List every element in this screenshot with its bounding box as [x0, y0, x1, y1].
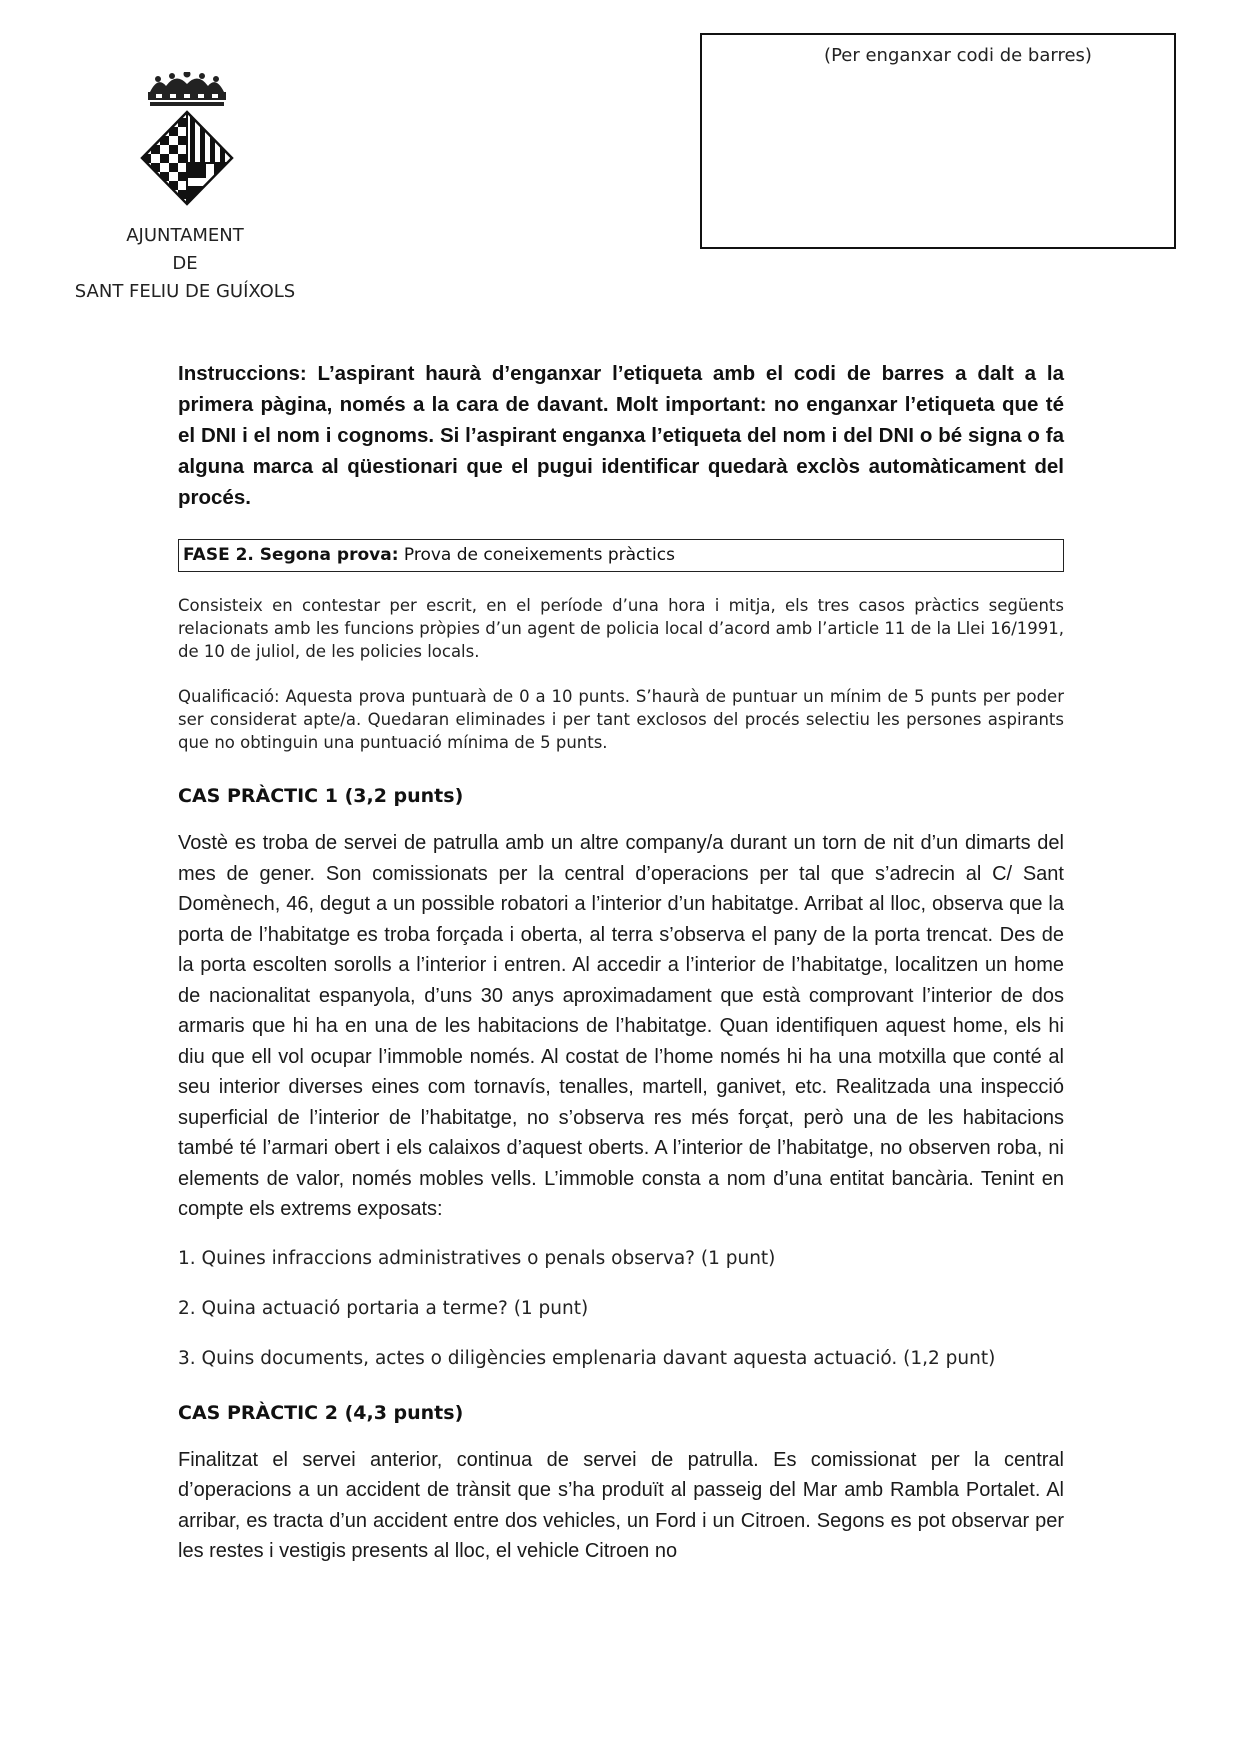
qualification-paragraph: Qualificació: Aquesta prova puntuarà de 0 a 10 punts. S’haurà de puntuar un mínim de 5 punts per poder ser considerat apte/a. Quedaran eliminades i per tant exclosos del procés selectiu les persones aspirants que no obtinguin una puntuació mínima de 5 punts.	[178, 687, 1064, 752]
case1-question: 2. Quina actuació portaria a terme? (1 punt)	[178, 1297, 589, 1319]
case1-title: CAS PRÀCTIC 1 (3,2 punts)	[178, 785, 464, 807]
phase-label: FASE 2. Segona prova:	[183, 545, 399, 565]
case1-text: Vostè es troba de servei de patrulla amb un altre company/a durant un torn de nit d’un dimarts del mes de gener. Son comissionats per la central d’operacions per tal que s’adrecin al C/ Sant Domènech, 46, degut a un possible robatori a l’interior d’un habitatge. Arribat al lloc, observa que la porta de l’habitatge es troba forçada i oberta, al terra s’observa el pany de la porta trencat. Des de la porta escolten sorolls a l’interior i entren. Al accedir a l’interior de l’habitatge, localitzen un home de nacionalitat espanyola, d’uns 30 anys aproximadament que està comprovant l’interior de dos armaris que hi ha en una de les habitacions de l’habitatge. Quan identifiquen aquest home, els hi diu que ell vol ocupar l’immoble només. Al costat de l’home només hi ha una motxilla que conté al seu interior diverses eines com tornavís, tenalles, martell, ganivet, etc. Realitzada una inspecció superficial de l’interior de l’habitatge, no s’observa res més forçat, però una de les habitacions també té l’armari obert i els calaixos d’aquest oberts. A l’interior de l’habitatge, no observen roba, ni elements de valor, només mobles vells. L’immoble consta a nom d’una entitat bancària. Tenint en compte els extrems exposats:	[178, 832, 1064, 1220]
barcode-sticker-area	[700, 33, 1176, 249]
case2-text: Finalitzat el servei anterior, continua de servei de patrulla. Es comissionat per la central d’operacions a un accident de trànsit que s’ha produït al passeig del Mar amb Rambla Portalet. Al arribar, es tracta d’un accident entre dos vehicles, un Ford i un Citroen. Segons es pot observar per les restes i vestigis presents al lloc, el vehicle Citroen no	[178, 1448, 1064, 1562]
case1-question: 1. Quines infraccions administratives o penals observa? (1 punt)	[178, 1247, 776, 1269]
org-line: AJUNTAMENT	[126, 225, 244, 246]
phase-title: Prova de coneixements pràctics	[403, 545, 675, 565]
case2-title: CAS PRÀCTIC 2 (4,3 punts)	[178, 1401, 464, 1424]
document-body	[178, 358, 1064, 1567]
phase-header-box	[178, 539, 1064, 572]
case1-question: 3. Quins documents, actes o diligències emplenaria davant aquesta actuació. (1,2 punt)	[178, 1347, 996, 1369]
organization-name	[40, 222, 330, 306]
municipal-coat-of-arms-logo	[128, 72, 246, 212]
instructions-paragraph: Instruccions: L’aspirant haurà d’enganxar l’etiqueta amb el codi de barres a dalt a la primera pàgina, només a la cara de davant. Molt important: no enganxar l’etiqueta que té el DNI i el nom i cognoms. Si l’aspirant enganxa l’etiqueta del nom i del DNI o bé signa o fa alguna marca al qüestionari que el pugui identificar quedarà exclòs automàticament del procés.	[178, 362, 1064, 509]
description-paragraph: Consisteix en contestar per escrit, en el període d’una hora i mitja, els tres casos pràctics següents relacionats amb les funcions pròpies d’un agent de policia local d’acord amb l’article 11 de la Llei 16/1991, de 10 de juliol, de les policies locals.	[178, 596, 1064, 661]
org-line: DE	[172, 253, 198, 274]
org-line: SANT FELIU DE GUÍXOLS	[74, 281, 296, 302]
barcode-label: (Per enganxar codi de barres)	[824, 45, 1092, 66]
